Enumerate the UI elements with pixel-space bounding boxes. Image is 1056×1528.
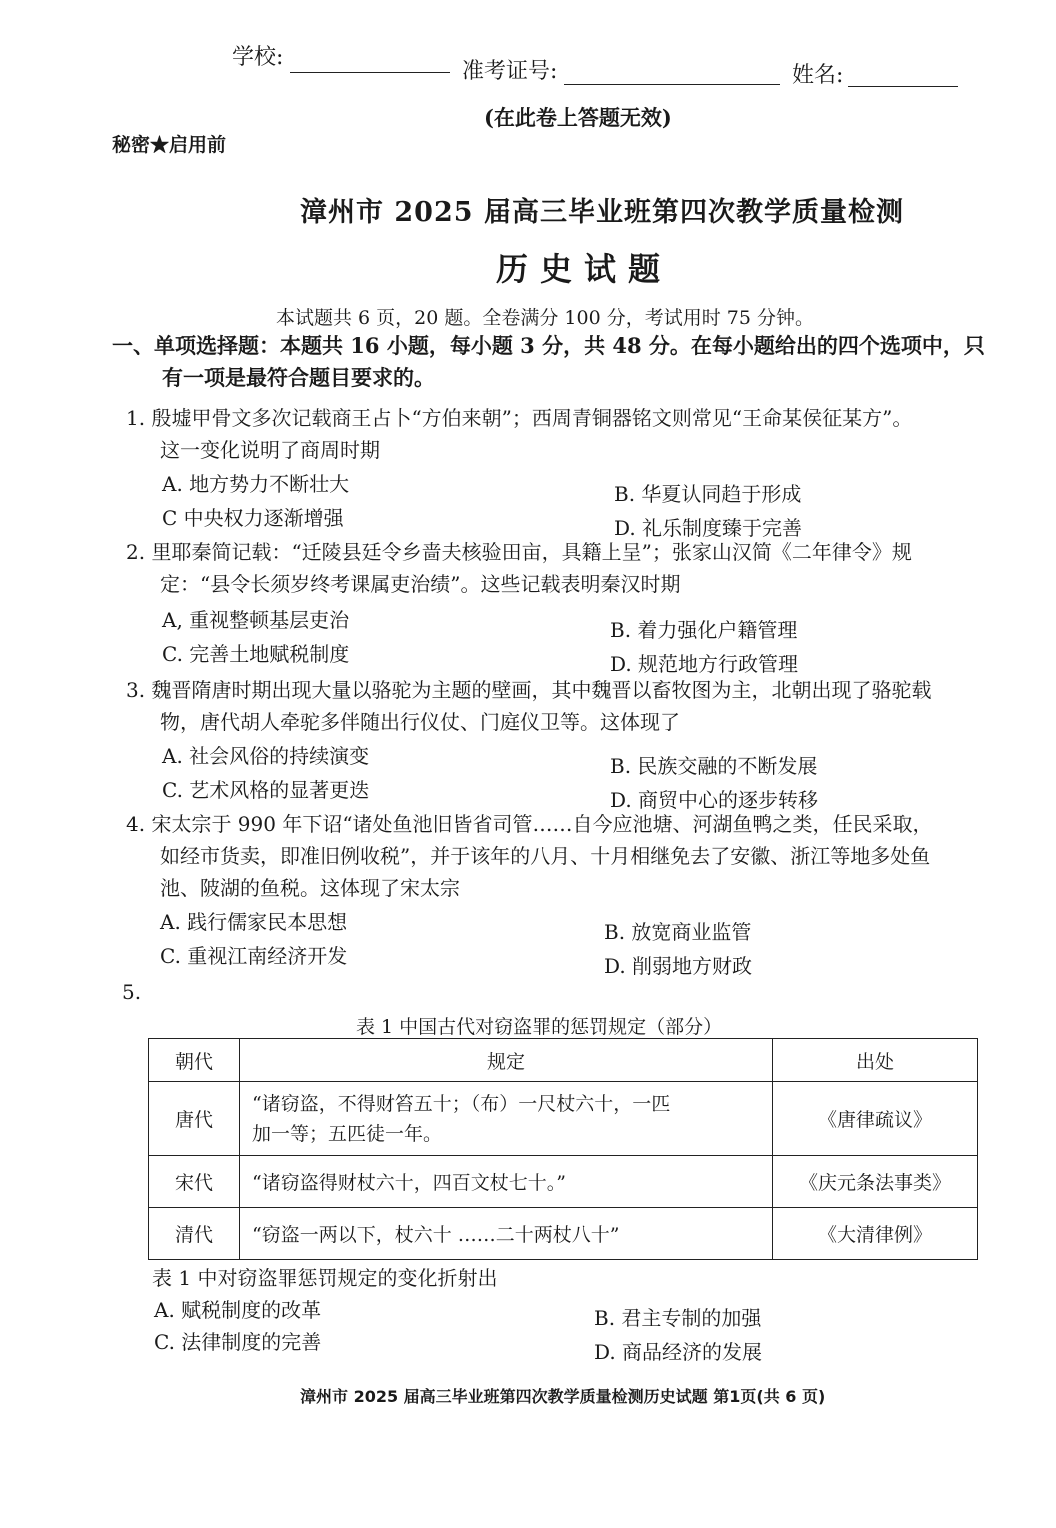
table-1 [148, 1038, 978, 1260]
question-1-option-a[interactable]: A. 地方势力不断壮大 [162, 472, 350, 496]
name-blank [848, 86, 958, 87]
header-rule: 规定 [240, 1039, 773, 1082]
exam-id-blank [564, 84, 780, 85]
question-5-option-c[interactable]: C. 法律制度的完善 [154, 1330, 322, 1354]
question-5-option-b[interactable]: B. 君主专制的加强 [594, 1306, 762, 1330]
question-2-option-a[interactable]: A, 重视整顿基层吏治 [162, 608, 350, 632]
exam-id-label: 准考证号: [462, 59, 558, 84]
question-1-option-d[interactable]: D. 礼乐制度臻于完善 [614, 516, 803, 540]
question-4-option-c[interactable]: C. 重视江南经济开发 [160, 944, 348, 968]
row-qing-dynasty: 清代 [149, 1208, 240, 1260]
row-song-rule: “诸窃盗得财杖六十，四百文杖七十。” [240, 1156, 773, 1208]
header-dynasty: 朝代 [149, 1039, 240, 1082]
row-tang-dynasty: 唐代 [149, 1082, 240, 1156]
question-4-stem [126, 808, 933, 904]
question-4-line3: 池、陂湖的鱼税。这体现了宋太宗 [160, 876, 460, 900]
question-1-stem [126, 402, 912, 466]
answer-invalid-notice: (在此卷上答题无效) [484, 105, 672, 130]
school-label: 学校: [232, 45, 284, 70]
row-tang-rule-line2: 加一等；五匹徒一年。 [252, 1122, 443, 1145]
question-3-line1: 3. 魏晋隋唐时期出现大量以骆驼为主题的壁画，其中魏晋以畜牧图为主，北朝出现了骆驼载 [126, 678, 932, 702]
exam-info: 本试题共 6 页，20 题。全卷满分 100 分，考试用时 75 分钟。 [276, 307, 814, 329]
question-2-option-b[interactable]: B. 着力强化户籍管理 [610, 618, 798, 642]
row-song-dynasty: 宋代 [149, 1156, 240, 1208]
row-tang-source: 《唐律疏议》 [773, 1082, 978, 1156]
subject-title: 历史试题 [496, 250, 673, 288]
question-1-option-c[interactable]: C 中央权力逐渐增强 [162, 506, 344, 530]
question-1-option-b[interactable]: B. 华夏认同趋于形成 [614, 482, 802, 506]
header-source: 出处 [773, 1039, 978, 1082]
row-tang-rule [240, 1082, 773, 1156]
question-2-option-d[interactable]: D. 规范地方行政管理 [610, 652, 799, 676]
question-3-option-c[interactable]: C. 艺术风格的显著更迭 [162, 778, 370, 802]
table-row [149, 1082, 978, 1156]
row-tang-rule-line1: “诸窃盗，不得财笞五十；（布）一尺杖六十，一匹 [252, 1092, 671, 1115]
question-2-line1: 2. 里耶秦简记载：“迁陵县廷令乡啬夫核验田亩，具籍上呈”；张家山汉简《二年律令》规 [126, 540, 912, 564]
page-footer: 漳州市 2025 届高三毕业班第四次教学质量检测历史试题 第1页(共 6 页) [300, 1387, 826, 1406]
question-2-option-c[interactable]: C. 完善土地赋税制度 [162, 642, 350, 666]
question-3-option-a[interactable]: A. 社会风俗的持续演变 [162, 744, 370, 768]
exam-title: 漳州市 2025 届高三毕业班第四次教学质量检测 [300, 197, 904, 228]
question-4-option-d[interactable]: D. 削弱地方财政 [604, 954, 753, 978]
question-4-option-b[interactable]: B. 放宽商业监管 [604, 920, 752, 944]
question-4-option-a[interactable]: A. 践行儒家民本思想 [160, 910, 348, 934]
row-qing-source: 《大清律例》 [773, 1208, 978, 1260]
table-row [149, 1156, 978, 1208]
row-qing-rule: “窃盗一两以下，杖六十 ……二十两杖八十” [240, 1208, 773, 1260]
section-heading-line2: 有一项是最符合题目要求的。 [162, 365, 435, 390]
secret-label: 秘密★启用前 [112, 134, 227, 156]
name-label: 姓名: [792, 63, 844, 88]
table-header-row [149, 1039, 978, 1082]
question-5-number: 5. [122, 980, 142, 1004]
question-3-stem [126, 674, 931, 738]
row-song-source: 《庆元条法事类》 [773, 1156, 978, 1208]
question-5-option-a[interactable]: A. 赋税制度的改革 [154, 1298, 322, 1322]
question-2-stem [126, 536, 912, 600]
question-5-option-d[interactable]: D. 商品经济的发展 [594, 1340, 763, 1364]
school-blank [290, 72, 450, 73]
section-heading-line1: 一、单项选择题：本题共 16 小题，每小题 3 分，共 48 分。在每小题给出的四个选项中，只 [112, 333, 985, 358]
question-3-option-d[interactable]: D. 商贸中心的逐步转移 [610, 788, 819, 812]
question-4-line2: 如经市货卖，即准旧例收税”，并于该年的八月、十月相继免去了安徽、浙江等地多处鱼 [160, 844, 931, 868]
question-2-line2: 定：“县令长须岁终考课属吏治绩”。这些记载表明秦汉时期 [160, 572, 681, 596]
question-5-stem: 表 1 中对窃盗罪惩罚规定的变化折射出 [152, 1266, 498, 1290]
question-4-line1: 4. 宋太宗于 990 年下诏“诸处鱼池旧皆省司管……自今应池塘、河湖鱼鸭之类，任民采取， [126, 812, 933, 836]
question-3-option-b[interactable]: B. 民族交融的不断发展 [610, 754, 818, 778]
question-3-line2: 物，唐代胡人牵驼多伴随出行仪仗、门庭仪卫等。这体现了 [160, 710, 680, 734]
question-1-line2: 这一变化说明了商周时期 [160, 438, 380, 462]
section-heading [112, 330, 985, 394]
question-1-line1: 1. 殷墟甲骨文多次记载商王占卜“方伯来朝”；西周青铜器铭文则常见“王命某侯征某方”。 [126, 406, 913, 430]
table-row [149, 1208, 978, 1260]
table-1-caption: 表 1 中国古代对窃盗罪的惩罚规定（部分） [356, 1016, 723, 1038]
